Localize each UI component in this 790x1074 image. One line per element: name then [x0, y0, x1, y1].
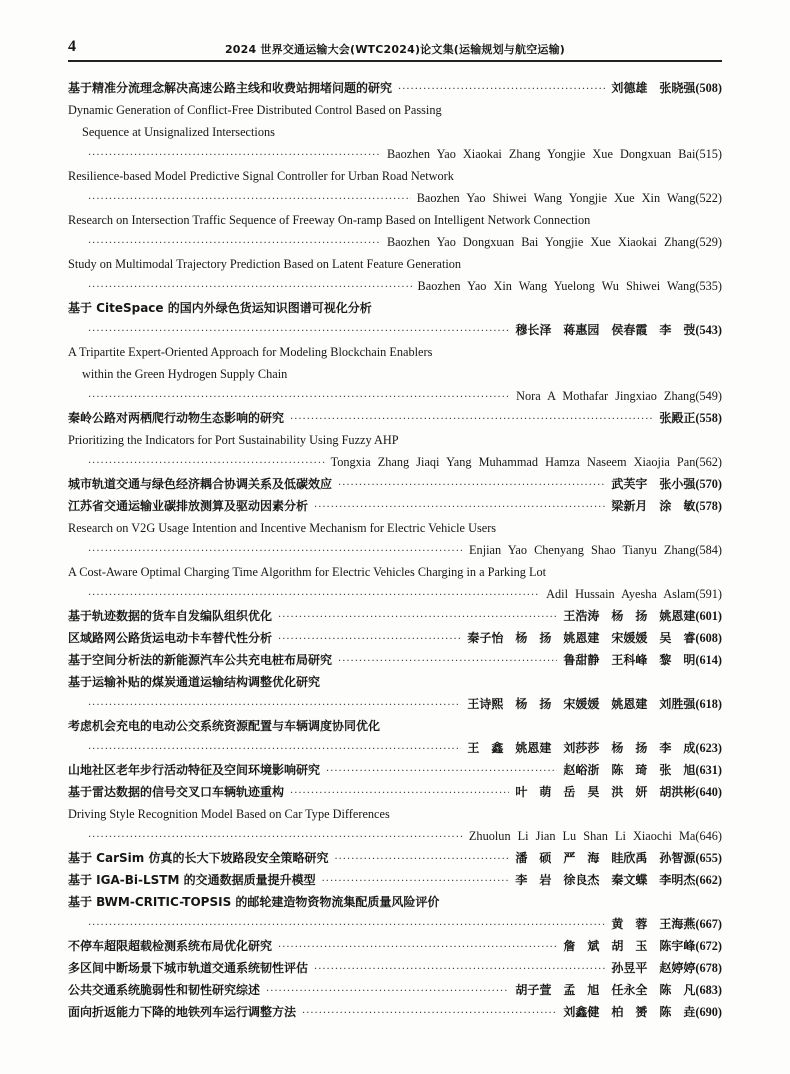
entry-authors: 武芙宇 张小强 — [611, 477, 696, 491]
entry-page-number: (584) — [695, 543, 722, 557]
entry-title: Driving Style Recognition Model Based on Car Type Differences — [68, 807, 390, 821]
toc-entry-line — [68, 539, 722, 561]
toc-entry — [68, 209, 722, 253]
toc-entry-line — [68, 759, 722, 781]
entry-page-number: (522) — [695, 191, 722, 205]
entry-page-number: (618) — [695, 697, 722, 711]
entry-authors: 王 鑫 姚恩建 刘莎莎 杨 扬 李 成 — [467, 741, 696, 755]
leader-dots — [290, 783, 509, 803]
entry-title: 基于轨迹数据的货车自发编队组织优化 — [68, 609, 273, 623]
toc-entry-line — [68, 187, 722, 209]
entry-authors: 鲁甜静 王科峰 黎 明 — [563, 653, 696, 667]
leader-dots — [290, 409, 653, 429]
leader-dots — [88, 387, 510, 407]
toc-entry — [68, 803, 722, 847]
entry-title: Research on V2G Usage Intention and Incentive Mechanism for Electric Vehicle Users — [68, 521, 497, 535]
entry-title: 公共交通系统脆弱性和韧性研究综述 — [68, 983, 261, 997]
toc-entry-line — [68, 99, 722, 121]
toc-entry — [68, 891, 722, 935]
entry-page-number: (672) — [695, 939, 722, 953]
toc-entry-line — [68, 671, 722, 693]
toc-entry-line — [68, 121, 722, 143]
toc-entry — [68, 495, 722, 517]
toc-entry-line — [68, 451, 722, 473]
entry-authors: 王诗熙 杨 扬 宋媛媛 姚恩建 刘胜强 — [467, 697, 696, 711]
toc-entry-line — [68, 517, 722, 539]
entry-authors: 黄 蓉 王海燕 — [611, 917, 696, 931]
toc-entry — [68, 627, 722, 649]
entry-page-number: (601) — [695, 609, 722, 623]
running-head: 2024 世界交通运输大会(WTC2024)论文集(运输规划与航空运输) — [224, 43, 566, 56]
leader-dots — [88, 739, 461, 759]
entry-title: 基于雷达数据的信号交叉口车辆轨迹重构 — [68, 785, 285, 799]
entry-authors: 刘鑫健 柏 赟 陈 垚 — [563, 1005, 696, 1019]
entry-title: 秦岭公路对两栖爬行动物生态影响的研究 — [68, 411, 285, 425]
toc-entry — [68, 715, 722, 759]
leader-dots — [266, 981, 509, 1001]
toc-entry-line — [68, 77, 722, 99]
entry-authors: 刘德雄 张晓强 — [611, 81, 696, 95]
entry-authors: Nora A Mothafar Jingxiao Zhang — [516, 389, 696, 403]
entry-authors: Baozhen Yao Xiaokai Zhang Yongjie Xue Dongxuan Bai — [386, 147, 696, 161]
entry-page-number: (623) — [695, 741, 722, 755]
toc-entry-line — [68, 781, 722, 803]
entry-page-number: (608) — [695, 631, 722, 645]
page-header — [68, 38, 722, 62]
entry-title: Study on Multimodal Trajectory Prediction Based on Latent Feature Generation — [68, 257, 462, 271]
toc-entry-line — [68, 803, 722, 825]
entry-title: within the Green Hydrogen Supply Chain — [82, 367, 288, 381]
leader-dots — [398, 79, 605, 99]
entry-authors: 叶 萌 岳 昊 洪 妍 胡洪彬 — [515, 785, 696, 799]
leader-dots — [88, 233, 381, 253]
toc-entry-line — [68, 1001, 722, 1023]
entry-authors: 詹 斌 胡 玉 陈宇峰 — [563, 939, 696, 953]
entry-authors: 王浩涛 杨 扬 姚恩建 — [563, 609, 696, 623]
table-of-contents — [68, 77, 722, 1023]
toc-entry-line — [68, 561, 722, 583]
leader-dots — [88, 585, 540, 605]
entry-page-number: (591) — [695, 587, 722, 601]
entry-title: 山地社区老年步行活动特征及空间环境影响研究 — [68, 763, 321, 777]
page-number: 4 — [68, 38, 76, 55]
toc-entry-line — [68, 143, 722, 165]
entry-title: 基于空间分析法的新能源汽车公共充电桩布局研究 — [68, 653, 333, 667]
toc-entry-line — [68, 913, 722, 935]
entry-page-number: (640) — [695, 785, 722, 799]
toc-entry-line — [68, 165, 722, 187]
entry-authors: 梁新月 涂 敏 — [611, 499, 696, 513]
entry-title: 基于 CarSim 仿真的长大下坡路段安全策略研究 — [68, 851, 329, 865]
toc-entry-line — [68, 253, 722, 275]
entry-authors: Baozhen Yao Shiwei Wang Yongjie Xue Xin Wang — [416, 191, 696, 205]
toc-entry-line — [68, 979, 722, 1001]
toc-entry-line — [68, 583, 722, 605]
toc-entry-line — [68, 737, 722, 759]
entry-page-number: (678) — [695, 961, 722, 975]
leader-dots — [88, 453, 325, 473]
entry-title: 城市轨道交通与绿色经济耦合协调关系及低碳效应 — [68, 477, 333, 491]
toc-entry — [68, 935, 722, 957]
toc-entry — [68, 957, 722, 979]
entry-page-number: (562) — [695, 455, 722, 469]
toc-entry — [68, 517, 722, 561]
leader-dots — [88, 321, 509, 341]
toc-entry-line — [68, 231, 722, 253]
entry-authors: Baozhen Yao Xin Wang Yuelong Wu Shiwei Wang — [417, 279, 696, 293]
entry-title: 基于 CiteSpace 的国内外绿色货运知识图谱可视化分析 — [68, 301, 372, 315]
toc-entry — [68, 671, 722, 715]
toc-entry — [68, 605, 722, 627]
toc-entry-line — [68, 847, 722, 869]
leader-dots — [88, 145, 381, 165]
toc-entry-line — [68, 209, 722, 231]
entry-authors: Enjian Yao Chenyang Shao Tianyu Zhang — [469, 543, 696, 557]
toc-entry-line — [68, 825, 722, 847]
entry-title: Resilience-based Model Predictive Signal Controller for Urban Road Network — [68, 169, 454, 183]
toc-entry — [68, 99, 722, 165]
leader-dots — [302, 1003, 557, 1023]
entry-page-number: (578) — [695, 499, 722, 513]
toc-entry — [68, 759, 722, 781]
leader-dots — [314, 959, 605, 979]
entry-title: 不停车超限超载检测系统布局优化研究 — [68, 939, 273, 953]
toc-entry-line — [68, 693, 722, 715]
toc-entry-line — [68, 341, 722, 363]
toc-entry-line — [68, 869, 722, 891]
entry-page-number: (662) — [695, 873, 722, 887]
entry-page-number: (558) — [695, 411, 722, 425]
entry-title: 江苏省交通运输业碳排放测算及驱动因素分析 — [68, 499, 309, 513]
toc-entry-line — [68, 297, 722, 319]
entry-title: A Tripartite Expert-Oriented Approach for Modeling Blockchain Enablers — [68, 345, 433, 359]
entry-title: 基于精准分流理念解决高速公路主线和收费站拥堵问题的研究 — [68, 81, 393, 95]
leader-dots — [278, 629, 461, 649]
toc-entry-line — [68, 319, 722, 341]
entry-authors: Baozhen Yao Dongxuan Bai Yongjie Xue Xiaokai Zhang — [386, 235, 696, 249]
toc-entry — [68, 649, 722, 671]
toc-entry — [68, 341, 722, 407]
entry-authors: 赵峪浙 陈 琦 张 旭 — [563, 763, 696, 777]
toc-entry — [68, 561, 722, 605]
entry-page-number: (667) — [695, 917, 722, 931]
leader-dots — [314, 497, 605, 517]
entry-page-number: (646) — [695, 829, 722, 843]
leader-dots — [338, 475, 605, 495]
toc-entry-line — [68, 957, 722, 979]
toc-entry-line — [68, 429, 722, 451]
leader-dots — [322, 871, 510, 891]
entry-page-number: (515) — [695, 147, 722, 161]
toc-entry-line — [68, 715, 722, 737]
leader-dots — [88, 695, 461, 715]
entry-title: 区域路网公路货运电动卡车替代性分析 — [68, 631, 273, 645]
entry-authors: 穆长泽 蒋惠园 侯春霞 李 弢 — [515, 323, 696, 337]
toc-entry-line — [68, 649, 722, 671]
leader-dots — [278, 937, 557, 957]
entry-authors: 胡子萱 孟 旭 任永全 陈 凡 — [515, 983, 696, 997]
entry-authors: 李 岩 徐良杰 秦文蝶 李明杰 — [515, 873, 696, 887]
toc-entry-line — [68, 627, 722, 649]
toc-entry — [68, 297, 722, 341]
entry-title: 基于运输补贴的煤炭通道运输结构调整优化研究 — [68, 675, 321, 689]
toc-entry — [68, 979, 722, 1001]
leader-dots — [334, 849, 509, 869]
entry-title: Sequence at Unsignalized Intersections — [82, 125, 275, 139]
entry-page-number: (535) — [695, 279, 722, 293]
entry-page-number: (614) — [695, 653, 722, 667]
toc-entry — [68, 253, 722, 297]
toc-entry — [68, 869, 722, 891]
entry-page-number: (631) — [695, 763, 722, 777]
entry-title: Prioritizing the Indicators for Port Sustainability Using Fuzzy AHP — [68, 433, 399, 447]
entry-authors: Zhuolun Li Jian Lu Shan Li Xiaochi Ma — [468, 829, 696, 843]
toc-entry — [68, 165, 722, 209]
entry-page-number: (508) — [695, 81, 722, 95]
entry-authors: 潘 硕 严 海 眭欣禹 孙智源 — [515, 851, 696, 865]
entry-authors: Tongxia Zhang Jiaqi Yang Muhammad Hamza Naseem Xiaojia Pan — [330, 455, 696, 469]
entry-page-number: (543) — [695, 323, 722, 337]
toc-entry-line — [68, 407, 722, 429]
entry-title: 基于 IGA-Bi-LSTM 的交通数据质量提升模型 — [68, 873, 316, 887]
entry-title: 基于 BWM-CRITIC-TOPSIS 的邮轮建造物资物流集配质量风险评价 — [68, 895, 440, 909]
entry-title: A Cost-Aware Optimal Charging Time Algorithm for Electric Vehicles Charging in a Parking Lot — [68, 565, 547, 579]
leader-dots — [88, 541, 463, 561]
entry-page-number: (683) — [695, 983, 722, 997]
toc-entry — [68, 429, 722, 473]
toc-entry-line — [68, 495, 722, 517]
toc-entry-line — [68, 275, 722, 297]
toc-entry — [68, 473, 722, 495]
entry-title: Dynamic Generation of Conflict-Free Distributed Control Based on Passing — [68, 103, 442, 117]
toc-entry-line — [68, 473, 722, 495]
leader-dots — [326, 761, 557, 781]
entry-title: 多区间中断场景下城市轨道交通系统韧性评估 — [68, 961, 309, 975]
entry-title: 考虑机会充电的电动公交系统资源配置与车辆调度协同优化 — [68, 719, 381, 733]
entry-title: Research on Intersection Traffic Sequence of Freeway On-ramp Based on Intelligent Network Connection — [68, 213, 591, 227]
entry-authors: 张殿正 — [659, 411, 696, 425]
toc-entry-line — [68, 891, 722, 913]
leader-dots — [88, 189, 411, 209]
leader-dots — [88, 915, 605, 935]
leader-dots — [338, 651, 557, 671]
toc-entry-line — [68, 605, 722, 627]
entry-authors: 孙昱平 赵婷婷 — [611, 961, 696, 975]
entry-authors: 秦子怡 杨 扬 姚恩建 宋媛媛 吴 睿 — [467, 631, 696, 645]
leader-dots — [88, 827, 463, 847]
toc-entry — [68, 407, 722, 429]
toc-entry — [68, 1001, 722, 1023]
entry-page-number: (655) — [695, 851, 722, 865]
entry-page-number: (529) — [695, 235, 722, 249]
leader-dots — [278, 607, 557, 627]
entry-authors: Adil Hussain Ayesha Aslam — [546, 587, 696, 601]
entry-page-number: (549) — [695, 389, 722, 403]
toc-entry-line — [68, 935, 722, 957]
toc-entry-line — [68, 363, 722, 385]
toc-entry-line — [68, 385, 722, 407]
toc-entry — [68, 781, 722, 803]
entry-page-number: (570) — [695, 477, 722, 491]
toc-entry — [68, 847, 722, 869]
entry-page-number: (690) — [695, 1005, 722, 1019]
toc-entry — [68, 77, 722, 99]
entry-title: 面向折返能力下降的地铁列车运行调整方法 — [68, 1005, 297, 1019]
leader-dots — [88, 277, 412, 297]
